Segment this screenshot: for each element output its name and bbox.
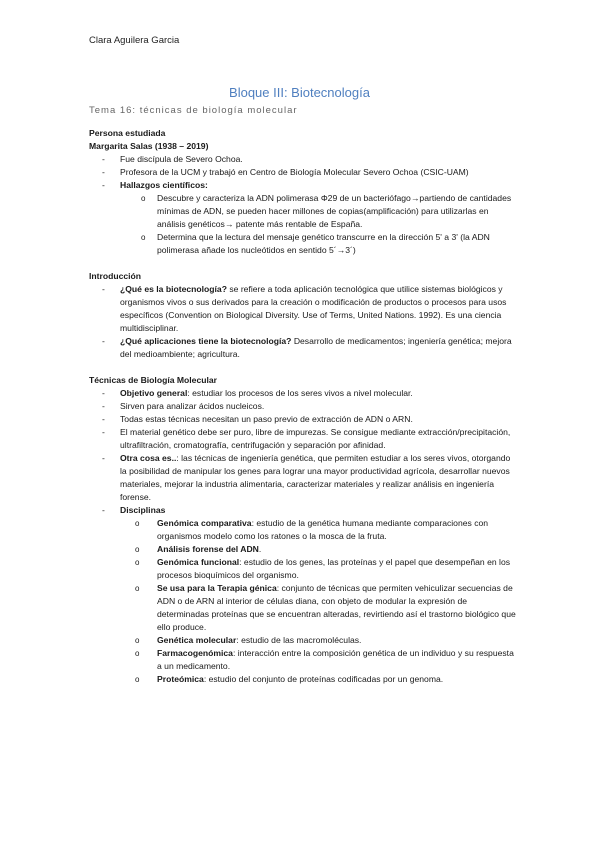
sub-list-item: o Descubre y caracteriza la ADN polimerasa Φ29 de un bacteriófago→partiendo de cantidades mínimas de ADN, se pueden hacer millones de copias(amplificación) para utilizarlas en análisis genéticos→ patente más rentable de España. (89, 192, 519, 231)
list-item: - Profesora de la UCM y trabajó en Centro de Biología Molecular Severo Ochoa (CSIC-UAM) (89, 166, 519, 179)
sub-list-item: o Se usa para la Terapia génica: conjunto de técnicas que permiten vehiculizar secuencias de ADN o de ARN al interior de células diana, con objeto de modular la expresión de determinadas proteínas que se encuentran alteradas, revirtiendo así el trastorno biológico que ello produce. (89, 582, 519, 634)
list-item: - El material genético debe ser puro, libre de impurezas. Se consigue mediante extracción/precipitación, ultrafiltración, cromatografía, centrifugación y separación por afinidad. (89, 426, 519, 452)
list-item: - ¿Qué es la biotecnología? se refiere a toda aplicación tecnológica que utilice sistemas biológicos y organismos vivos o sus derivados para la creación o modificación de productos o procesos para usos específicos (Convention on Biological Diversity. Use of Terms, United Nations. 1992). Es una ciencia multidisciplinar. (89, 283, 519, 335)
list-item: - Disciplinas (89, 504, 519, 517)
list-item: - Todas estas técnicas necesitan un paso previo de extracción de ADN o ARN. (89, 413, 519, 426)
intro-list (89, 283, 519, 361)
sub-list-item: o Farmacogenómica: interacción entre la composición genética de un individuo y su respuesta a un medicamento. (89, 647, 519, 673)
list-item: - Fue discípula de Severo Ochoa. (89, 153, 519, 166)
document-body (89, 127, 519, 686)
sub-list-item: o Genómica comparativa: estudio de la genética humana mediante comparaciones con organismos modelo como los ratones o la mosca de la fruta. (89, 517, 519, 543)
intro-heading: Introducción (89, 271, 142, 281)
persona-heading: Persona estudiada (89, 128, 166, 138)
sub-list-item: o Genómica funcional: estudio de los genes, las proteínas y el papel que desempeñan en los procesos bioquímicos del organismo. (89, 556, 519, 582)
persona-name: Margarita Salas (1938 – 2019) (89, 141, 209, 151)
author-name: Clara Aguilera Garcia (89, 35, 180, 46)
document-title: Bloque III: Biotecnología (229, 85, 370, 100)
persona-list (89, 153, 519, 257)
list-item: - ¿Qué aplicaciones tiene la biotecnología? Desarrollo de medicamentos; ingeniería genética; mejora del medioambiente; agricultura. (89, 335, 519, 361)
tecnicas-list (89, 387, 519, 686)
sub-list-item: o Determina que la lectura del mensaje genético transcurre en la dirección 5' a 3' (la ADN polimerasa añade los nucleótidos en sentido 5´→3´) (89, 231, 519, 257)
list-item: - Hallazgos científicos: (89, 179, 519, 192)
tecnicas-heading: Técnicas de Biología Molecular (89, 375, 217, 385)
document-subtitle: Tema 16: técnicas de biología molecular (89, 105, 298, 116)
list-item: - Sirven para analizar ácidos nucleicos. (89, 400, 519, 413)
sub-list-item: o Genética molecular: estudio de las macromoléculas. (89, 634, 519, 647)
list-item: - Otra cosa es..: las técnicas de ingeniería genética, que permiten estudiar a los seres vivos, otorgando la posibilidad de manipular los genes para lograr una mayor productividad agrícola, desarrollar nuevos materiales, mejorar la industria alimentaria, caracterizar materiales y realizar análisis en ingeniería forense. (89, 452, 519, 504)
sub-list-item: o Análisis forense del ADN. (89, 543, 519, 556)
list-item: - Objetivo general: estudiar los procesos de los seres vivos a nivel molecular. (89, 387, 519, 400)
sub-list-item: o Proteómica: estudio del conjunto de proteínas codificadas por un genoma. (89, 673, 519, 686)
